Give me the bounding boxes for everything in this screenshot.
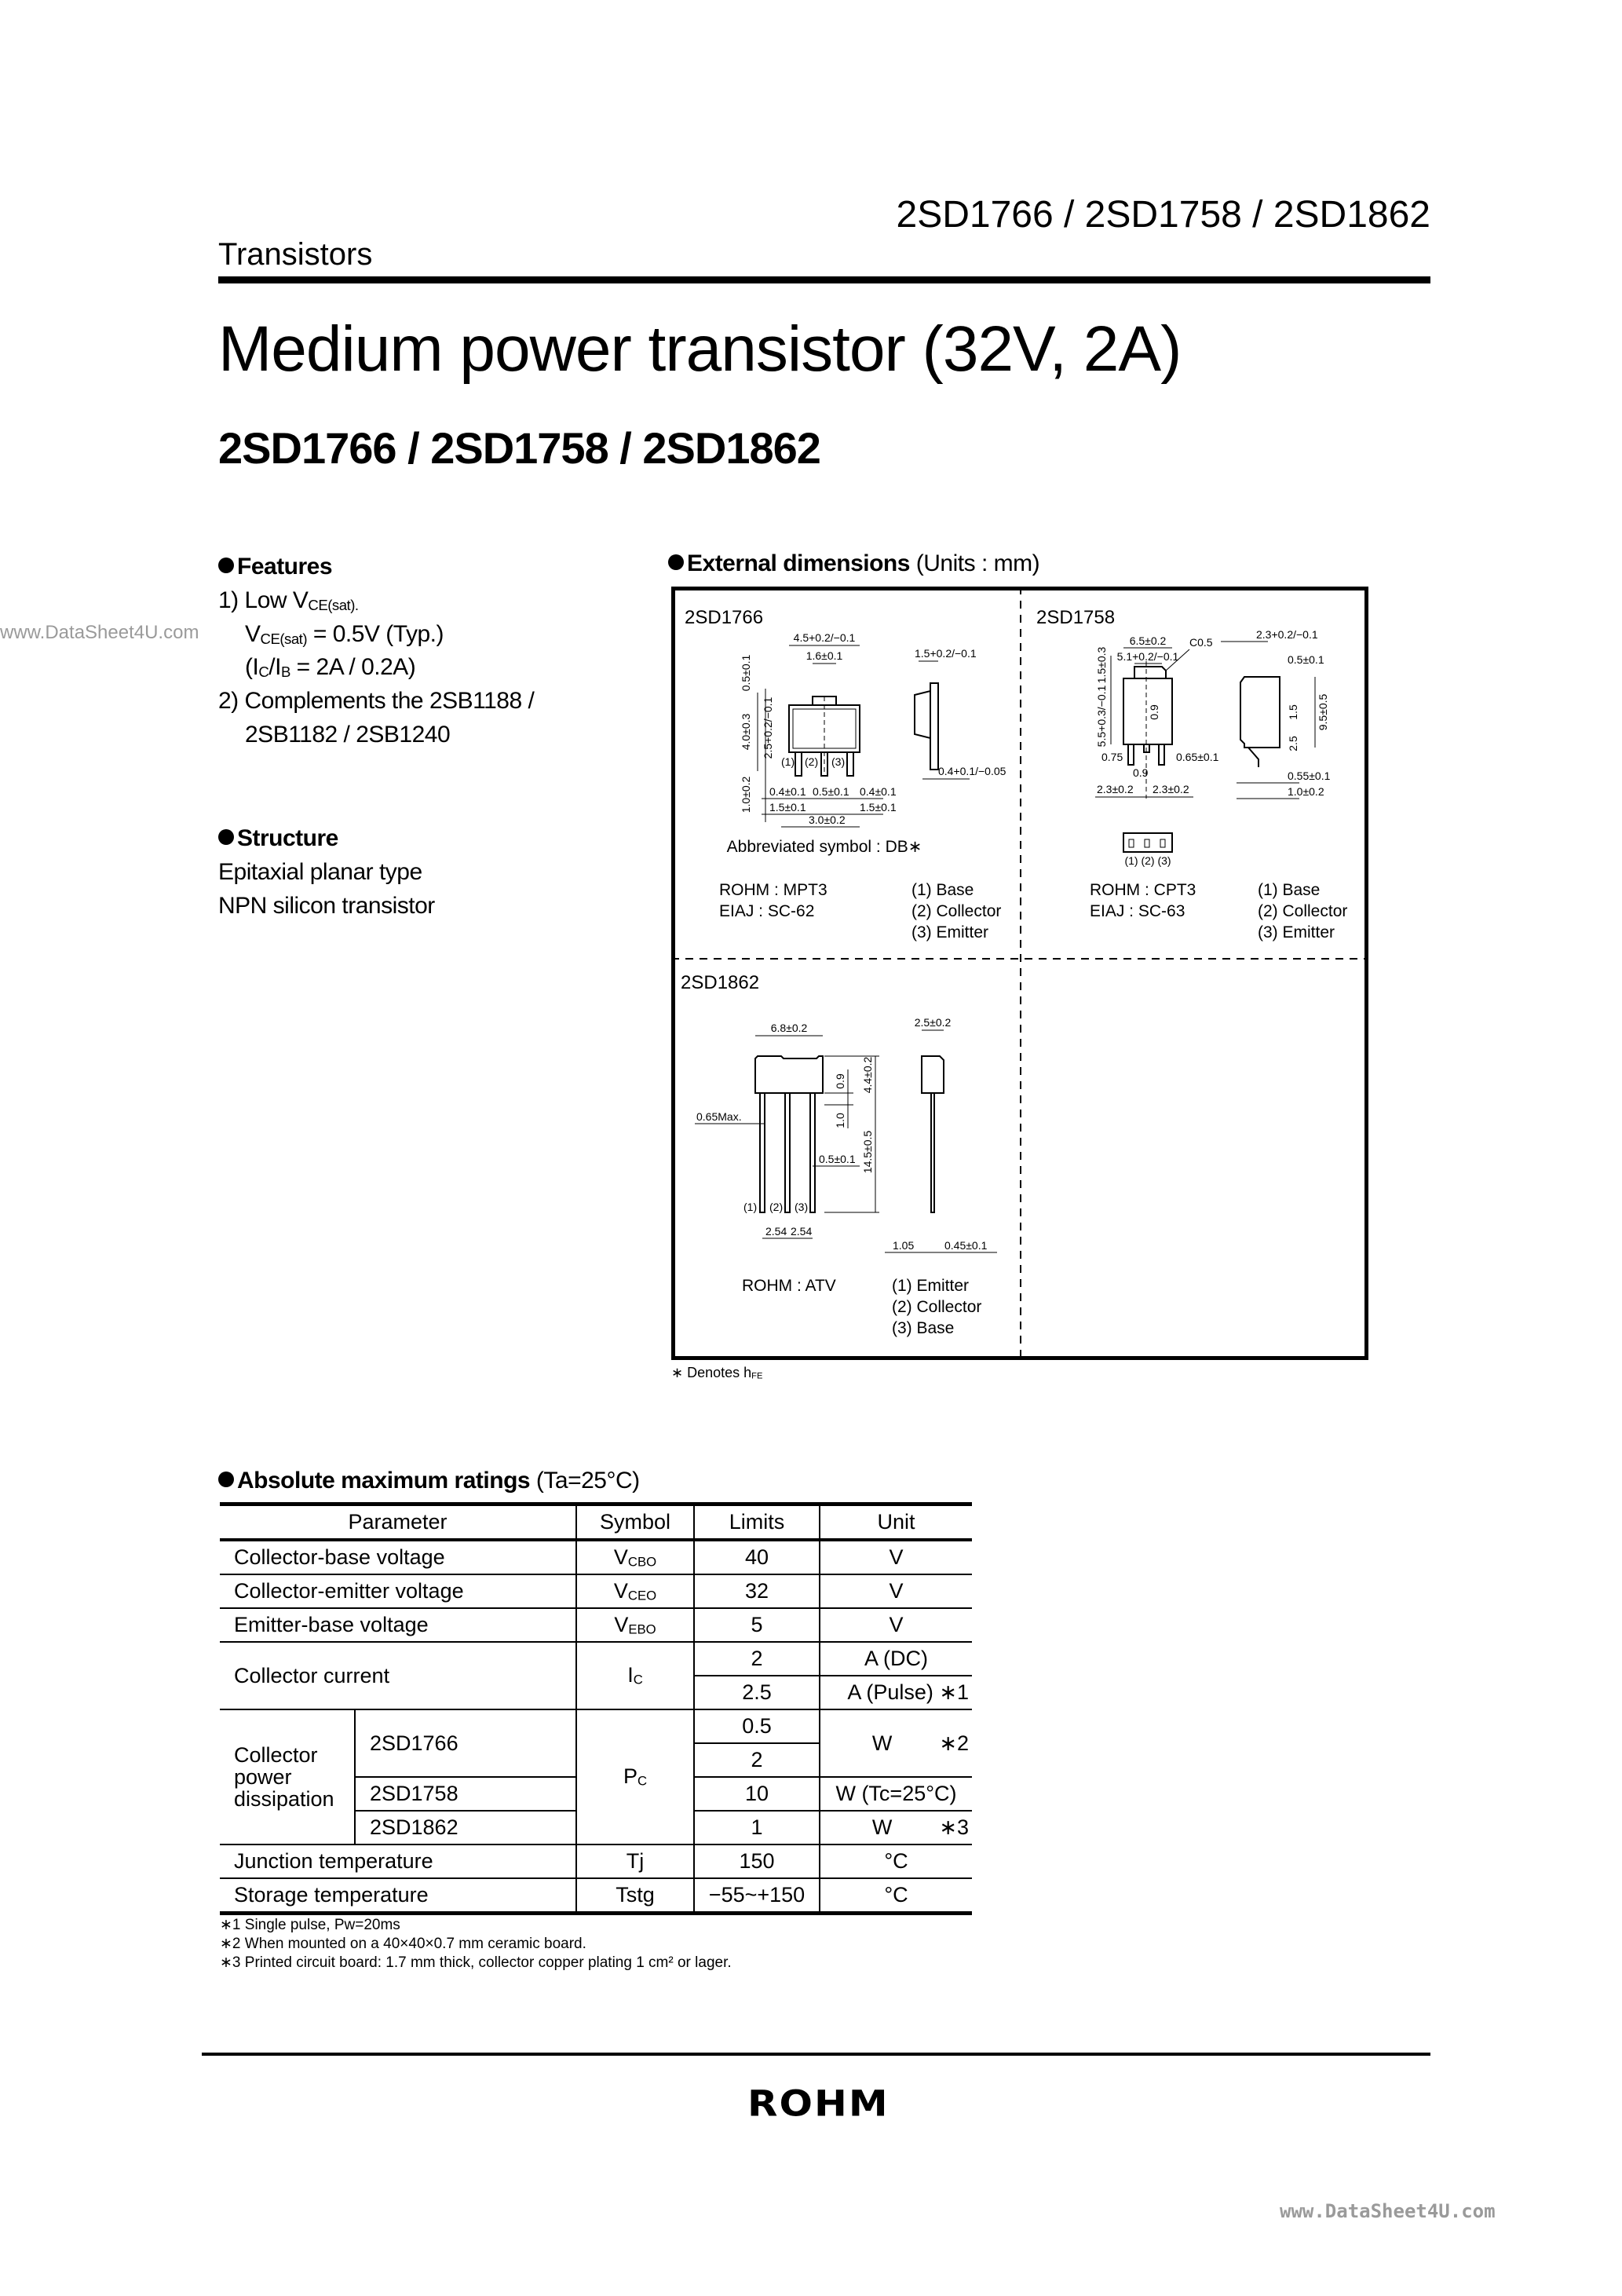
dimension-label: 2.5±0.2 <box>914 1016 952 1029</box>
param-cell: Storage temperature <box>220 1878 576 1914</box>
dimension-label: 3.0±0.2 <box>809 813 846 826</box>
pin-label: (1) <box>781 755 795 768</box>
ratings-table <box>220 1502 972 1915</box>
dimension-label: 2.54 <box>765 1225 787 1238</box>
column-header: Unit <box>820 1504 972 1541</box>
features-heading-text: Features <box>237 554 333 579</box>
param-cell: Collector current <box>220 1642 576 1709</box>
symbol-sub: CEO <box>627 1588 657 1603</box>
limit-cell: 5 <box>694 1608 820 1642</box>
pin-assignment: (1) Base <box>1258 881 1321 899</box>
dimension-label: 4.5+0.2/−0.1 <box>793 631 856 644</box>
device-cell: 2SD1766 <box>355 1709 576 1777</box>
feature-text: V <box>245 621 261 647</box>
dimension-label: 5.5+0.3/−0.1 <box>1095 685 1108 748</box>
rohm-logo: ROHM <box>747 2082 890 2125</box>
symbol: V <box>614 1612 629 1636</box>
column-header: Parameter <box>220 1504 576 1541</box>
header-part-numbers: 2SD1766 / 2SD1758 / 2SD1862 <box>896 194 1430 236</box>
feature-text: = 0.5V (Typ.) <box>307 621 444 647</box>
dimension-label: 1.05 <box>893 1239 915 1252</box>
dimension-label: 0.5±0.1 <box>1288 653 1324 666</box>
symbol-cell <box>576 1540 694 1574</box>
rohm-package: ROHM : MPT3 <box>719 881 827 899</box>
dimension-label: C0.5 <box>1189 636 1213 649</box>
feature-2: 2) Complements the 2SB1188 / <box>218 688 535 714</box>
unit-cell: V <box>820 1574 972 1608</box>
dimensions-units: (Units : mm) <box>915 550 1040 576</box>
bullet-icon <box>668 554 684 570</box>
panel-title-2sd1766: 2SD1766 <box>685 607 764 628</box>
table-row <box>220 1844 972 1878</box>
footnote: ∗2 When mounted on a 40×40×0.7 mm ceramic board. <box>220 1936 586 1952</box>
dimension-label: 1.5±0.3 <box>1095 646 1108 684</box>
pin-assignment: (2) Collector <box>892 1298 982 1316</box>
limit-cell: 10 <box>694 1777 820 1811</box>
unit-cell: °C <box>820 1844 972 1878</box>
structure-line: Epitaxial planar type <box>218 859 422 885</box>
param-cell: Collector power dissipation <box>220 1709 355 1844</box>
symbol-sub: C <box>637 1773 648 1789</box>
table-row <box>220 1608 972 1642</box>
dimension-label: 0.45±0.1 <box>944 1239 988 1252</box>
pin-label: (1) (2) (3) <box>1124 854 1171 867</box>
table-row <box>220 1642 972 1676</box>
pin-label: (3) <box>795 1201 809 1213</box>
feature-sub: CE(sat). <box>308 596 359 613</box>
dimension-label: 6.5±0.2 <box>1129 634 1167 647</box>
limit-cell: 1 <box>694 1811 820 1844</box>
dimension-label: 1.0±0.2 <box>1288 785 1324 798</box>
watermark-bottom: www.DataSheet4U.com <box>1280 2200 1496 2222</box>
device-cell: 2SD1862 <box>355 1811 576 1844</box>
symbol-cell <box>576 1574 694 1608</box>
symbol: V <box>613 1578 628 1603</box>
eiaj-package: EIAJ : SC-63 <box>1090 902 1185 920</box>
feature-text: = 2A / 0.2A) <box>290 654 416 680</box>
unit-cell: W ∗3 <box>820 1811 972 1844</box>
features-heading <box>218 554 332 580</box>
limit-cell: 150 <box>694 1844 820 1878</box>
limit-cell: 2 <box>694 1743 820 1777</box>
structure-heading-text: Structure <box>237 825 338 851</box>
limit-cell: 2 <box>694 1642 820 1676</box>
dimension-label: 0.65±0.1 <box>1176 751 1219 763</box>
dimension-label: 0.9 <box>834 1073 846 1089</box>
dimension-label: 2.3+0.2/−0.1 <box>1256 628 1318 641</box>
pin-assignment: (2) Collector <box>911 902 1002 920</box>
package-drawing-mpt3 <box>758 645 970 827</box>
dimension-label: 0.75 <box>1101 751 1123 763</box>
ratings-condition: (Ta=25°C) <box>535 1468 640 1493</box>
unit-cell: A (DC) <box>820 1642 972 1676</box>
pin-assignment: (3) Emitter <box>1258 923 1335 941</box>
dimension-label: 5.1+0.2/−0.1 <box>1116 650 1179 663</box>
table-header-row <box>220 1504 972 1541</box>
dimension-label: 0.65Max. <box>696 1110 742 1123</box>
rohm-package: ROHM : ATV <box>742 1277 836 1295</box>
limit-cell: −55~+150 <box>694 1878 820 1914</box>
symbol-sub: EBO <box>628 1621 656 1637</box>
symbol: V <box>613 1545 628 1569</box>
dimension-label: 4.0±0.3 <box>740 713 752 751</box>
dimension-label: 0.4±0.1 <box>769 785 806 798</box>
dimension-label: 0.5±0.1 <box>740 654 752 692</box>
unit-cell: A (Pulse) ∗1 <box>820 1676 972 1709</box>
watermark-left: www.DataSheet4U.com <box>0 622 199 643</box>
dimension-label: 2.3±0.2 <box>1097 783 1134 795</box>
param-cell: Junction temperature <box>220 1844 576 1878</box>
table-row <box>220 1878 972 1914</box>
bullet-icon <box>218 558 234 573</box>
param-cell: Emitter-base voltage <box>220 1608 576 1642</box>
pin-label: (2) <box>805 755 819 768</box>
column-header: Limits <box>694 1504 820 1541</box>
note-text: ∗ Denotes h <box>671 1365 752 1380</box>
dimension-label: 9.5±0.5 <box>1317 693 1329 731</box>
dimension-label: 4.4±0.2 <box>861 1056 874 1094</box>
dimension-label: 2.5 <box>1287 736 1299 751</box>
rohm-package: ROHM : CPT3 <box>1090 881 1196 899</box>
ratings-heading <box>218 1468 640 1494</box>
symbol: P <box>623 1764 637 1789</box>
pin-assignment: (1) Base <box>911 881 974 899</box>
abbreviated-symbol: Abbreviated symbol : DB∗ <box>726 838 922 856</box>
dimension-label: 0.4+0.1/−0.05 <box>938 765 1006 777</box>
dimension-drawings <box>671 587 1368 1360</box>
pin-assignment: (3) Base <box>892 1319 955 1337</box>
pin-label: (2) <box>769 1201 784 1213</box>
note-sub: FE <box>751 1371 763 1381</box>
feature-sub: B <box>280 663 290 680</box>
dimension-label: 2.3±0.2 <box>1153 783 1189 795</box>
unit-cell: °C <box>820 1878 972 1914</box>
dimension-label: 1.5 <box>1287 704 1299 720</box>
table-row <box>220 1709 972 1743</box>
unit-cell: V <box>820 1608 972 1642</box>
unit-cell: V <box>820 1540 972 1574</box>
device-cell: 2SD1758 <box>355 1777 576 1811</box>
param-cell: Collector-base voltage <box>220 1540 576 1574</box>
symbol-cell <box>576 1709 694 1844</box>
symbol-sub: CBO <box>627 1554 657 1570</box>
unit-cell: W ∗2 <box>820 1709 972 1777</box>
feature-sub: CE(sat) <box>260 630 308 647</box>
dimension-label: 1.6±0.1 <box>806 649 843 662</box>
dimension-label: 1.5±0.1 <box>769 801 806 813</box>
feature-text: (I <box>245 654 259 680</box>
feature-text: 1) Low V <box>218 587 309 613</box>
ratings-heading-text: Absolute maximum ratings <box>237 1468 531 1493</box>
pin-assignment: (3) Emitter <box>911 923 989 941</box>
symbol-cell: Tstg <box>576 1878 694 1914</box>
page-title: Medium power transistor (32V, 2A) <box>218 313 1182 385</box>
limit-cell: 40 <box>694 1540 820 1574</box>
dimension-label: 2.5+0.2/−0.1 <box>762 696 774 759</box>
table-row <box>220 1540 972 1574</box>
footnote: ∗3 Printed circuit board: 1.7 mm thick, collector copper plating 1 cm² or lager. <box>220 1954 732 1971</box>
structure-line: NPN silicon transistor <box>218 893 435 919</box>
panel-title-2sd1758: 2SD1758 <box>1036 607 1116 628</box>
limit-cell: 0.5 <box>694 1709 820 1743</box>
symbol-cell <box>576 1642 694 1709</box>
column-header: Symbol <box>576 1504 694 1541</box>
feature-2-cont: 2SB1182 / 2SB1240 <box>245 722 451 748</box>
header-category: Transistors <box>218 237 373 272</box>
dimension-label: 0.4±0.1 <box>860 785 897 798</box>
pin-label: (3) <box>831 755 846 768</box>
package-drawing-atv <box>695 1030 997 1252</box>
structure-heading <box>218 825 338 852</box>
footer-rule <box>202 2053 1430 2056</box>
pin-assignment: (2) Collector <box>1258 902 1348 920</box>
dimension-label: 14.5±0.5 <box>861 1130 874 1174</box>
symbol-cell <box>576 1608 694 1642</box>
footnote: ∗1 Single pulse, Pw=20ms <box>220 1917 400 1933</box>
unit-cell: W (Tc=25°C) <box>820 1777 972 1811</box>
dimensions-heading <box>668 550 1039 577</box>
feature-1-value <box>245 621 444 648</box>
feature-sub: C <box>258 663 269 680</box>
symbol-cell: Tj <box>576 1844 694 1878</box>
pin-label: (1) <box>743 1201 758 1213</box>
dimensions-heading-text: External dimensions <box>687 550 910 576</box>
dimension-label: 6.8±0.2 <box>770 1022 808 1034</box>
dimension-label: 0.55±0.1 <box>1288 770 1331 782</box>
feature-text: /I <box>269 654 281 680</box>
dimension-label: 1.0±0.2 <box>740 776 752 813</box>
pin-assignment: (1) Emitter <box>892 1277 970 1295</box>
feature-1-condition <box>245 654 415 681</box>
dimension-label: 0.5±0.1 <box>819 1153 856 1165</box>
symbol-sub: C <box>633 1672 643 1687</box>
table-row <box>220 1574 972 1608</box>
dimension-label: 1.5±0.1 <box>860 801 897 813</box>
dimension-label: 2.54 <box>791 1225 813 1238</box>
page-subtitle: 2SD1766 / 2SD1758 / 2SD1862 <box>218 423 820 473</box>
bullet-icon <box>218 1472 234 1487</box>
panel-title-2sd1862: 2SD1862 <box>681 972 760 993</box>
dimension-label: 1.0 <box>834 1113 846 1128</box>
limit-cell: 2.5 <box>694 1676 820 1709</box>
dimension-label: 0.5±0.1 <box>813 785 849 798</box>
limit-cell: 32 <box>694 1574 820 1608</box>
bullet-icon <box>218 829 234 845</box>
dimension-label: 0.9 <box>1148 704 1160 720</box>
param-cell: Collector-emitter voltage <box>220 1574 576 1608</box>
header-rule <box>218 276 1430 283</box>
package-drawing-cpt3 <box>1095 642 1315 852</box>
dimensions-box <box>671 587 1368 1360</box>
dimension-label: 0.9 <box>1133 766 1149 779</box>
symbol: I <box>627 1663 634 1687</box>
hfe-note <box>671 1365 762 1381</box>
feature-1 <box>218 587 359 614</box>
eiaj-package: EIAJ : SC-62 <box>719 902 815 920</box>
dimension-label: 1.5+0.2/−0.1 <box>915 647 977 660</box>
